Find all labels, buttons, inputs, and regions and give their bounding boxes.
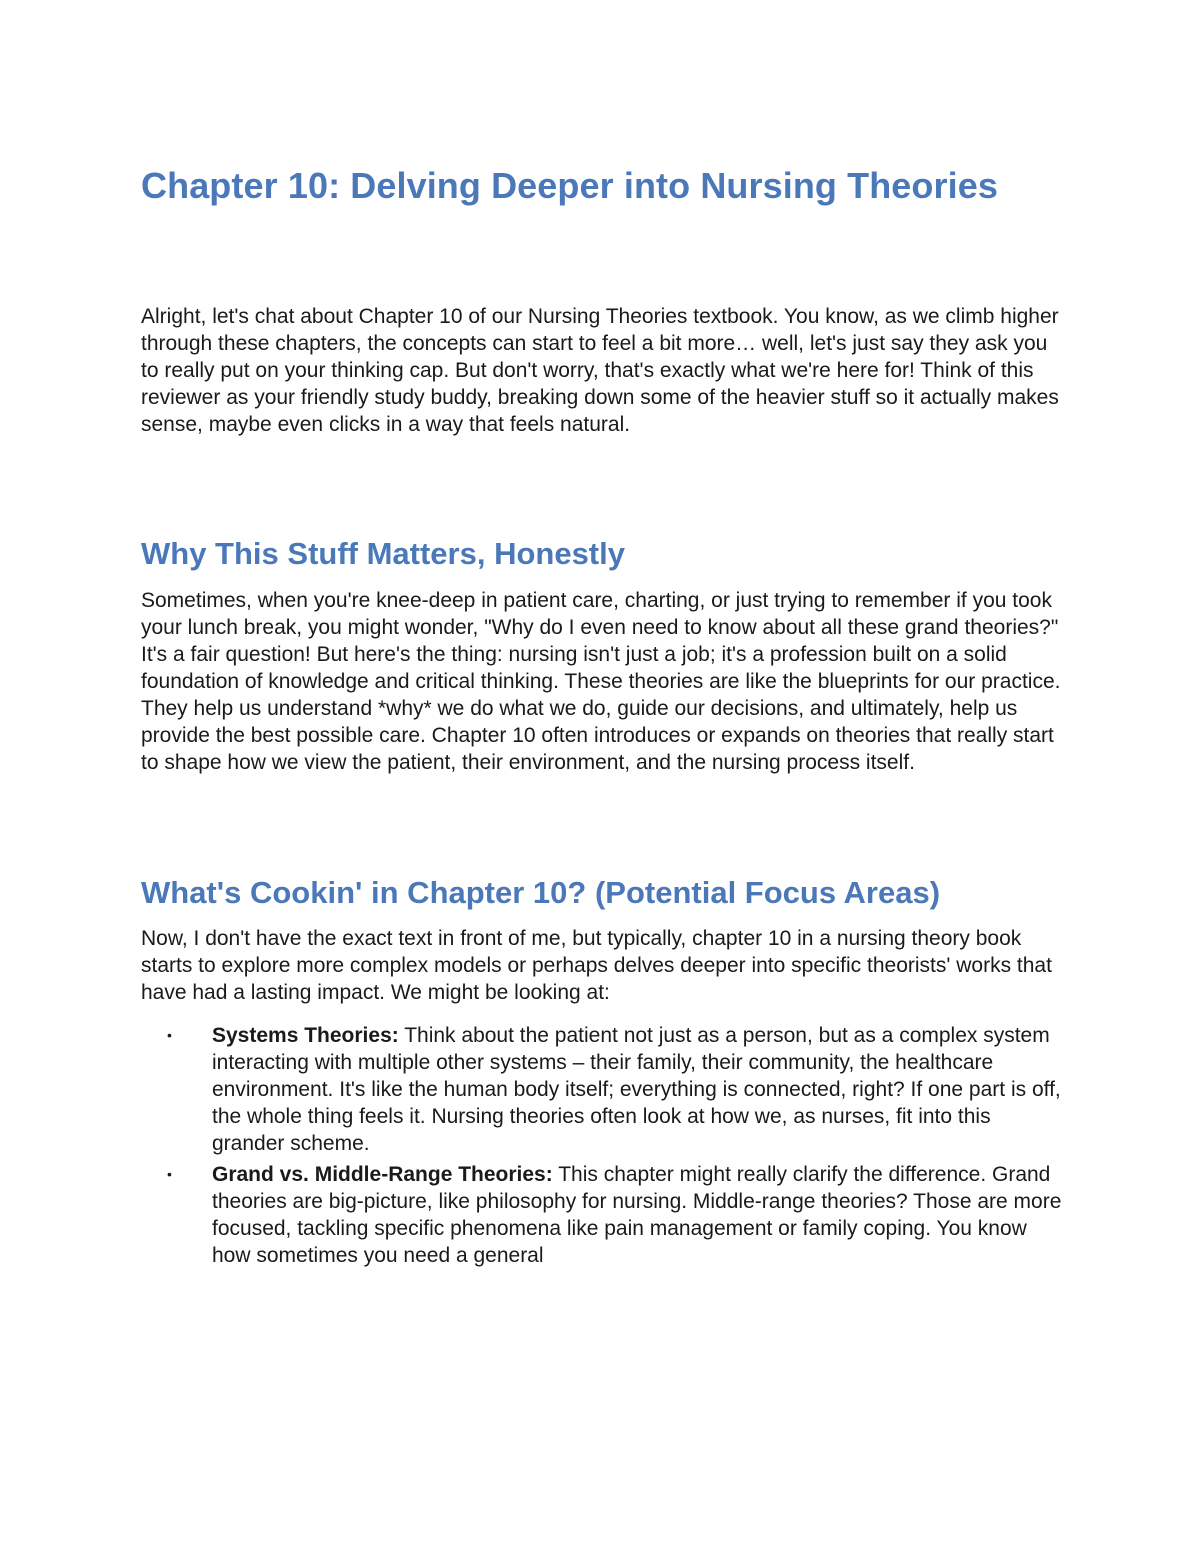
- list-item: [141, 1022, 1066, 1157]
- intro-paragraph: Alright, let's chat about Chapter 10 of our Nursing Theories textbook. You know, as we climb higher through these chapters, the concepts can start to feel a bit more… well, let's just say they ask you to really put on your thinking cap. But don't worry, that's exactly what we're here for! Think of this reviewer as your friendly study buddy, breaking down some of the heavier stuff so it actually makes sense, maybe even clicks in a way that feels natural.: [141, 305, 1059, 436]
- section-heading-why-it-matters: Why This Stuff Matters, Honestly: [141, 536, 625, 571]
- focus-areas-paragraph: Now, I don't have the exact text in front of me, but typically, chapter 10 in a nursing theory book starts to explore more complex models or perhaps delves deeper into specific theorists' works that have had a lasting impact. We might be looking at:: [141, 927, 1052, 1004]
- focus-areas-list: [141, 1022, 1066, 1269]
- list-item-term: Grand vs. Middle-Range Theories:: [212, 1163, 553, 1186]
- list-item: [141, 1161, 1066, 1269]
- bullet-icon: •: [167, 1166, 172, 1182]
- list-item-text: Think about the patient not just as a person, but as a complex system interacting with multiple other systems – their family, their community, the healthcare environment. It's like the human body itself; everything is connected, right? If one part is off, the whole thing feels it. Nursing theories often look at how we, as nurses, fit into this grander scheme.: [212, 1024, 1061, 1155]
- list-item-term: Systems Theories:: [212, 1024, 399, 1047]
- document-page: [141, 163, 1066, 1273]
- why-it-matters-paragraph: Sometimes, when you're knee-deep in patient care, charting, or just trying to remember if you took your lunch break, you might wonder, "Why do I even need to know about all these grand theories?" It's a fair question! But here's the thing: nursing isn't just a job; it's a profession built on a solid foundation of knowledge and critical thinking. These theories are like the blueprints for our practice. They help us understand *why* we do what we do, guide our decisions, and ultimately, help us provide the best possible care. Chapter 10 often introduces or expands on theories that really start to shape how we view the patient, their environment, and the nursing process itself.: [141, 589, 1061, 774]
- section-heading-focus-areas: What's Cookin' in Chapter 10? (Potential Focus Areas): [141, 875, 941, 910]
- list-item-text: This chapter might really clarify the difference. Grand theories are big-picture, like philosophy for nursing. Middle-range theories? Those are more focused, tackling specific phenomena like pain management or family coping. You know how sometimes you need a general: [212, 1163, 1062, 1267]
- page-title: Chapter 10: Delving Deeper into Nursing Theories: [141, 165, 998, 206]
- bullet-icon: •: [167, 1027, 172, 1043]
